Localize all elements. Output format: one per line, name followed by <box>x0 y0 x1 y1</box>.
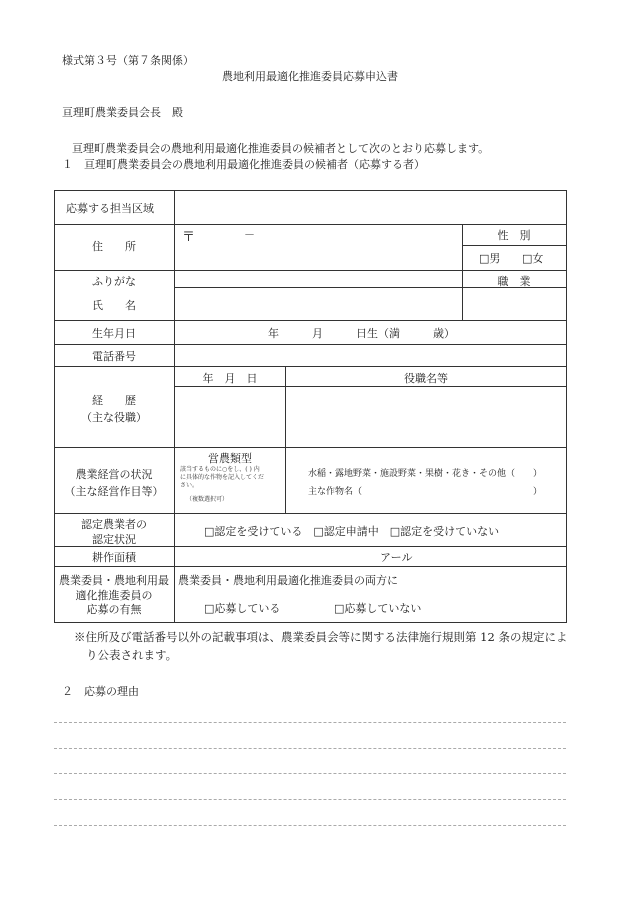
apply-label-line1: 農業委員・農地利用最 <box>59 574 169 587</box>
postal-dash: － <box>244 228 255 241</box>
apply-label-line2: 適化推進委員の <box>75 589 153 602</box>
cultivated-unit: アール <box>380 551 413 564</box>
main-crops-field[interactable]: 主な作物名（ ） <box>308 487 543 497</box>
furigana-field[interactable] <box>178 272 458 285</box>
farming-label: 農業経営の状況 <box>75 468 153 481</box>
area-label: 応募する担当区域 <box>66 202 154 215</box>
gender-label: 性 別 <box>497 229 531 242</box>
apply-label-line3: 応募の有無 <box>86 603 142 616</box>
application-form-table <box>54 190 566 622</box>
section1-heading: １ 亘理町農業委員会の農地利用最適化推進委員の候補者（応募する者） <box>62 158 425 171</box>
farming-note-line3: さい。 <box>180 482 199 489</box>
note-line1: ※住所及び電話番号以外の記載事項は、農業委員会等に関する法律施行規則第 12 条の規定によ <box>74 630 568 644</box>
name-label: 氏 名 <box>92 299 136 312</box>
farming-note-line1: 該当するものに○をし、( ) 内 <box>180 466 260 473</box>
cultivated-label: 耕作面積 <box>92 551 136 564</box>
furigana-label: ふりがな <box>92 275 136 288</box>
apply-yes-checkbox[interactable]: □応募している <box>204 602 281 615</box>
occupation-label: 職 業 <box>497 275 531 288</box>
gender-female-checkbox[interactable]: □女 <box>522 252 544 265</box>
farming-type-header: 営農類型 <box>208 452 252 465</box>
area-field[interactable] <box>178 196 564 222</box>
reason-line[interactable] <box>54 748 566 749</box>
apply-question: 農業委員・農地利用最適化推進委員の両方に <box>178 574 398 587</box>
page-title: 農地利用最適化推進委員応募申込書 <box>222 70 398 83</box>
farming-sub-label: （主な経営作目等） <box>64 485 164 498</box>
career-sub-label: （主な役職） <box>81 411 147 424</box>
phone-field[interactable] <box>178 347 564 364</box>
reason-line[interactable] <box>54 825 566 826</box>
career-role-field[interactable] <box>289 389 563 444</box>
occupation-field[interactable] <box>466 290 562 318</box>
address-field[interactable] <box>178 242 458 268</box>
section2-heading: ２ 応募の理由 <box>62 685 139 698</box>
intro-text: 亘理町農業委員会の農地利用最適化推進委員の候補者として次のとおり応募します。 <box>72 142 490 155</box>
note-line2: り公表されます。 <box>86 648 178 662</box>
career-label: 経 歴 <box>92 394 136 407</box>
reason-line[interactable] <box>54 773 566 774</box>
gender-male-checkbox[interactable]: □男 <box>479 252 501 265</box>
birth-template[interactable]: 年 月 日生（満 歳） <box>268 327 455 340</box>
addressee: 亘理町農業委員会長 殿 <box>62 106 183 119</box>
career-date-header: 年 月 日 <box>202 372 258 385</box>
certified-options[interactable]: □認定を受けている □認定申請中 □認定を受けていない <box>204 525 500 538</box>
name-field[interactable] <box>178 290 458 318</box>
farming-note-line2: に具体的な作物を記入してくだ <box>180 474 265 481</box>
reason-line[interactable] <box>54 799 566 800</box>
form-number: 様式第３号（第７条関係） <box>62 54 194 67</box>
address-label: 住 所 <box>92 240 136 253</box>
certified-label-line1: 認定農業者の <box>81 518 147 531</box>
apply-no-checkbox[interactable]: □応募していない <box>334 602 422 615</box>
reason-line[interactable] <box>54 722 566 723</box>
career-role-header: 役職名等 <box>404 372 448 385</box>
birth-label: 生年月日 <box>92 327 136 340</box>
phone-label: 電話番号 <box>92 350 136 363</box>
career-date-field[interactable] <box>178 389 282 444</box>
farming-note-line4: （複数選択可） <box>186 496 229 503</box>
certified-label-line2: 認定状況 <box>92 533 136 546</box>
cultivated-field[interactable] <box>178 548 408 564</box>
postal-mark-icon: 〒 <box>182 230 196 245</box>
farming-types[interactable]: 水稲・露地野菜・施設野菜・果樹・花き・その他（ ） <box>308 469 543 479</box>
